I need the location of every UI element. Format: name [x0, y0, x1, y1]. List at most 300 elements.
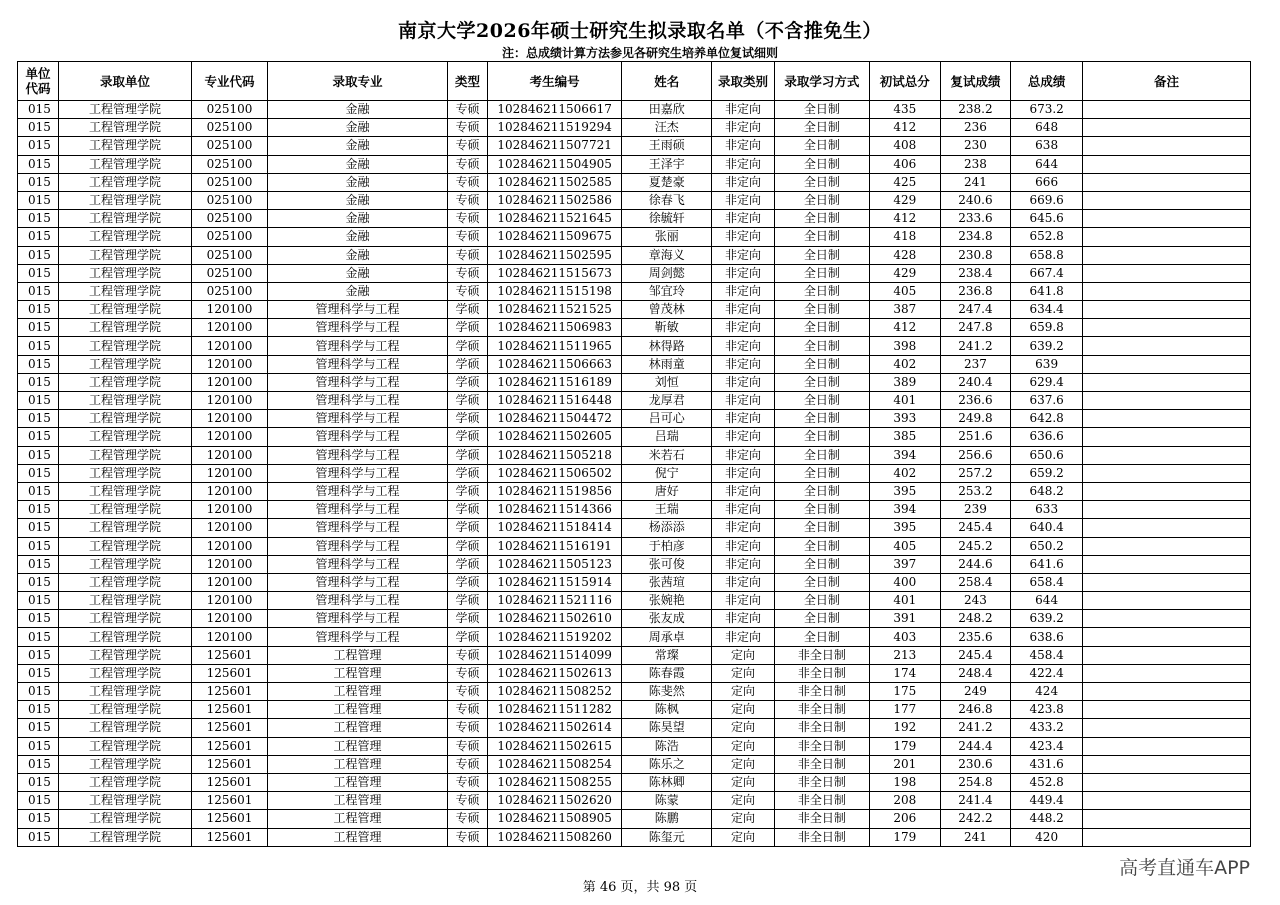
cell-category: 定向: [712, 646, 774, 664]
cell-category: 定向: [712, 773, 774, 791]
cell-type: 学硕: [448, 392, 488, 410]
cell-exam-id: 102846211511282: [488, 701, 622, 719]
cell-unit: 工程管理学院: [58, 573, 191, 591]
cell-study-mode: 非全日制: [774, 683, 869, 701]
cell-unit: 工程管理学院: [58, 719, 191, 737]
cell-category: 非定向: [712, 446, 774, 464]
cell-retest-score: 236.8: [940, 282, 1011, 300]
cell-type: 专硕: [448, 755, 488, 773]
cell-initial-score: 397: [869, 555, 940, 573]
table-row: [18, 664, 1251, 682]
cell-name: 张丽: [622, 228, 712, 246]
cell-major: 管理科学与工程: [267, 373, 447, 391]
cell-total-score: 659.8: [1011, 319, 1083, 337]
cell-exam-id: 102846211504472: [488, 410, 622, 428]
cell-category: 非定向: [712, 119, 774, 137]
cell-type: 学硕: [448, 446, 488, 464]
cell-category: 非定向: [712, 191, 774, 209]
cell-unit-code: 015: [18, 428, 59, 446]
header-exam-id: 考生编号: [488, 62, 622, 101]
cell-total-score: 652.8: [1011, 228, 1083, 246]
cell-unit-code: 015: [18, 464, 59, 482]
cell-retest-score: 230.8: [940, 246, 1011, 264]
cell-major-code: 025100: [192, 282, 268, 300]
header-remarks: 备注: [1082, 62, 1250, 101]
cell-major-code: 125601: [192, 701, 268, 719]
cell-study-mode: 全日制: [774, 537, 869, 555]
cell-remarks: [1082, 701, 1250, 719]
cell-initial-score: 401: [869, 392, 940, 410]
cell-unit-code: 015: [18, 792, 59, 810]
table-row: [18, 191, 1251, 209]
cell-major: 金融: [267, 246, 447, 264]
cell-study-mode: 全日制: [774, 482, 869, 500]
cell-total-score: 458.4: [1011, 646, 1083, 664]
cell-retest-score: 253.2: [940, 482, 1011, 500]
cell-remarks: [1082, 792, 1250, 810]
cell-unit-code: 015: [18, 246, 59, 264]
table-row: [18, 773, 1251, 791]
table-row: [18, 482, 1251, 500]
cell-exam-id: 102846211508255: [488, 773, 622, 791]
cell-total-score: 640.4: [1011, 519, 1083, 537]
cell-category: 非定向: [712, 301, 774, 319]
header-initial-score: 初试总分: [869, 62, 940, 101]
cell-major: 金融: [267, 137, 447, 155]
cell-name: 夏楚豪: [622, 173, 712, 191]
cell-retest-score: 241.4: [940, 792, 1011, 810]
cell-major-code: 120100: [192, 464, 268, 482]
cell-retest-score: 247.8: [940, 319, 1011, 337]
cell-exam-id: 102846211516191: [488, 537, 622, 555]
cell-study-mode: 全日制: [774, 119, 869, 137]
cell-retest-score: 230: [940, 137, 1011, 155]
cell-total-score: 638.6: [1011, 628, 1083, 646]
cell-study-mode: 非全日制: [774, 755, 869, 773]
cell-unit: 工程管理学院: [58, 210, 191, 228]
cell-name: 杨添添: [622, 519, 712, 537]
cell-category: 非定向: [712, 228, 774, 246]
cell-exam-id: 102846211505123: [488, 555, 622, 573]
table-row: [18, 373, 1251, 391]
cell-initial-score: 206: [869, 810, 940, 828]
cell-remarks: [1082, 173, 1250, 191]
cell-unit: 工程管理学院: [58, 828, 191, 846]
cell-major: 管理科学与工程: [267, 301, 447, 319]
cell-type: 专硕: [448, 210, 488, 228]
cell-unit: 工程管理学院: [58, 173, 191, 191]
cell-remarks: [1082, 337, 1250, 355]
cell-category: 非定向: [712, 592, 774, 610]
cell-major-code: 120100: [192, 319, 268, 337]
cell-retest-score: 240.6: [940, 191, 1011, 209]
cell-type: 学硕: [448, 319, 488, 337]
table-row: [18, 737, 1251, 755]
cell-name: 张友成: [622, 610, 712, 628]
cell-type: 专硕: [448, 282, 488, 300]
cell-type: 专硕: [448, 137, 488, 155]
cell-type: 专硕: [448, 719, 488, 737]
cell-retest-score: 240.4: [940, 373, 1011, 391]
cell-unit-code: 015: [18, 228, 59, 246]
cell-retest-score: 242.2: [940, 810, 1011, 828]
cell-name: 米若石: [622, 446, 712, 464]
cell-initial-score: 408: [869, 137, 940, 155]
cell-type: 专硕: [448, 737, 488, 755]
header-row: [18, 62, 1251, 101]
cell-unit-code: 015: [18, 373, 59, 391]
cell-study-mode: 全日制: [774, 519, 869, 537]
cell-unit: 工程管理学院: [58, 810, 191, 828]
cell-study-mode: 全日制: [774, 446, 869, 464]
cell-remarks: [1082, 410, 1250, 428]
cell-major-code: 025100: [192, 191, 268, 209]
cell-initial-score: 175: [869, 683, 940, 701]
cell-major-code: 120100: [192, 337, 268, 355]
cell-remarks: [1082, 137, 1250, 155]
cell-unit: 工程管理学院: [58, 755, 191, 773]
cell-major: 工程管理: [267, 701, 447, 719]
cell-unit-code: 015: [18, 592, 59, 610]
cell-type: 专硕: [448, 101, 488, 119]
cell-type: 学硕: [448, 301, 488, 319]
cell-total-score: 641.8: [1011, 282, 1083, 300]
cell-unit-code: 015: [18, 137, 59, 155]
cell-name: 章海义: [622, 246, 712, 264]
cell-initial-score: 389: [869, 373, 940, 391]
cell-remarks: [1082, 319, 1250, 337]
cell-total-score: 669.6: [1011, 191, 1083, 209]
cell-remarks: [1082, 119, 1250, 137]
cell-remarks: [1082, 428, 1250, 446]
cell-retest-score: 246.8: [940, 701, 1011, 719]
cell-exam-id: 102846211504905: [488, 155, 622, 173]
cell-category: 非定向: [712, 464, 774, 482]
cell-total-score: 639: [1011, 355, 1083, 373]
cell-major-code: 120100: [192, 519, 268, 537]
cell-name: 曾茂林: [622, 301, 712, 319]
cell-name: 吕可心: [622, 410, 712, 428]
header-unit: 录取单位: [58, 62, 191, 101]
cell-initial-score: 398: [869, 337, 940, 355]
cell-exam-id: 102846211502613: [488, 664, 622, 682]
cell-study-mode: 非全日制: [774, 719, 869, 737]
cell-initial-score: 174: [869, 664, 940, 682]
cell-retest-score: 239: [940, 501, 1011, 519]
cell-type: 专硕: [448, 810, 488, 828]
table-row: [18, 646, 1251, 664]
cell-name: 于柏彦: [622, 537, 712, 555]
cell-major: 管理科学与工程: [267, 555, 447, 573]
cell-type: 专硕: [448, 191, 488, 209]
cell-major: 金融: [267, 191, 447, 209]
table-row: [18, 319, 1251, 337]
cell-exam-id: 102846211519294: [488, 119, 622, 137]
cell-name: 林得路: [622, 337, 712, 355]
cell-type: 学硕: [448, 573, 488, 591]
cell-exam-id: 102846211516189: [488, 373, 622, 391]
cell-initial-score: 395: [869, 482, 940, 500]
cell-major: 管理科学与工程: [267, 428, 447, 446]
cell-category: 定向: [712, 828, 774, 846]
cell-remarks: [1082, 683, 1250, 701]
table-row: [18, 701, 1251, 719]
cell-remarks: [1082, 228, 1250, 246]
cell-name: 倪宁: [622, 464, 712, 482]
cell-unit: 工程管理学院: [58, 137, 191, 155]
cell-major-code: 120100: [192, 355, 268, 373]
cell-study-mode: 全日制: [774, 101, 869, 119]
cell-category: 非定向: [712, 428, 774, 446]
cell-total-score: 420: [1011, 828, 1083, 846]
cell-retest-score: 245.2: [940, 537, 1011, 555]
cell-total-score: 650.2: [1011, 537, 1083, 555]
cell-unit-code: 015: [18, 755, 59, 773]
cell-total-score: 642.8: [1011, 410, 1083, 428]
table-row: [18, 828, 1251, 846]
cell-total-score: 452.8: [1011, 773, 1083, 791]
cell-initial-score: 412: [869, 210, 940, 228]
table-row: [18, 810, 1251, 828]
cell-major: 工程管理: [267, 755, 447, 773]
cell-name: 周承卓: [622, 628, 712, 646]
cell-unit-code: 015: [18, 155, 59, 173]
cell-name: 邹宜玲: [622, 282, 712, 300]
cell-remarks: [1082, 828, 1250, 846]
cell-initial-score: 428: [869, 246, 940, 264]
cell-study-mode: 全日制: [774, 428, 869, 446]
cell-unit-code: 015: [18, 173, 59, 191]
cell-initial-score: 395: [869, 519, 940, 537]
table-row: [18, 519, 1251, 537]
cell-type: 专硕: [448, 773, 488, 791]
cell-major-code: 125601: [192, 755, 268, 773]
cell-study-mode: 全日制: [774, 173, 869, 191]
cell-category: 非定向: [712, 519, 774, 537]
cell-major-code: 025100: [192, 228, 268, 246]
cell-remarks: [1082, 210, 1250, 228]
cell-exam-id: 102846211507721: [488, 137, 622, 155]
cell-study-mode: 全日制: [774, 282, 869, 300]
header-major-code: 专业代码: [192, 62, 268, 101]
cell-total-score: 639.2: [1011, 337, 1083, 355]
cell-unit-code: 015: [18, 828, 59, 846]
cell-name: 张可俊: [622, 555, 712, 573]
cell-study-mode: 全日制: [774, 355, 869, 373]
cell-initial-score: 198: [869, 773, 940, 791]
cell-major-code: 120100: [192, 555, 268, 573]
cell-name: 陈浩: [622, 737, 712, 755]
cell-retest-score: 241.2: [940, 719, 1011, 737]
cell-unit: 工程管理学院: [58, 191, 191, 209]
cell-major-code: 025100: [192, 210, 268, 228]
table-row: [18, 501, 1251, 519]
cell-study-mode: 非全日制: [774, 773, 869, 791]
cell-initial-score: 425: [869, 173, 940, 191]
cell-unit: 工程管理学院: [58, 628, 191, 646]
cell-category: 非定向: [712, 246, 774, 264]
cell-study-mode: 全日制: [774, 392, 869, 410]
cell-major: 管理科学与工程: [267, 337, 447, 355]
cell-major: 管理科学与工程: [267, 501, 447, 519]
cell-category: 定向: [712, 755, 774, 773]
cell-exam-id: 102846211508905: [488, 810, 622, 828]
cell-remarks: [1082, 610, 1250, 628]
cell-exam-id: 102846211515198: [488, 282, 622, 300]
cell-remarks: [1082, 392, 1250, 410]
cell-exam-id: 102846211505218: [488, 446, 622, 464]
cell-total-score: 636.6: [1011, 428, 1083, 446]
cell-retest-score: 249: [940, 683, 1011, 701]
cell-unit: 工程管理学院: [58, 319, 191, 337]
cell-unit-code: 015: [18, 355, 59, 373]
cell-major: 金融: [267, 173, 447, 191]
cell-initial-score: 429: [869, 264, 940, 282]
cell-retest-score: 236.6: [940, 392, 1011, 410]
cell-total-score: 648: [1011, 119, 1083, 137]
cell-type: 专硕: [448, 173, 488, 191]
cell-study-mode: 全日制: [774, 373, 869, 391]
cell-study-mode: 全日制: [774, 555, 869, 573]
cell-unit: 工程管理学院: [58, 446, 191, 464]
cell-unit-code: 015: [18, 537, 59, 555]
cell-total-score: 641.6: [1011, 555, 1083, 573]
page-footer: 第 46 页，共 98 页: [582, 880, 698, 895]
watermark: 高考直通车APP: [1119, 857, 1250, 879]
cell-exam-id: 102846211506663: [488, 355, 622, 373]
cell-total-score: 423.4: [1011, 737, 1083, 755]
cell-unit-code: 015: [18, 683, 59, 701]
cell-remarks: [1082, 664, 1250, 682]
cell-major-code: 120100: [192, 628, 268, 646]
cell-retest-score: 230.6: [940, 755, 1011, 773]
cell-major: 管理科学与工程: [267, 592, 447, 610]
cell-major-code: 025100: [192, 246, 268, 264]
cell-major-code: 125601: [192, 683, 268, 701]
cell-retest-score: 249.8: [940, 410, 1011, 428]
cell-retest-score: 245.4: [940, 519, 1011, 537]
cell-major: 管理科学与工程: [267, 482, 447, 500]
cell-name: 靳敏: [622, 319, 712, 337]
cell-type: 学硕: [448, 355, 488, 373]
cell-name: 吕瑞: [622, 428, 712, 446]
cell-name: 王泽宇: [622, 155, 712, 173]
cell-category: 非定向: [712, 173, 774, 191]
cell-category: 非定向: [712, 355, 774, 373]
cell-exam-id: 102846211521116: [488, 592, 622, 610]
cell-major: 工程管理: [267, 719, 447, 737]
cell-major: 工程管理: [267, 646, 447, 664]
cell-unit-code: 015: [18, 810, 59, 828]
cell-unit-code: 015: [18, 119, 59, 137]
cell-unit-code: 015: [18, 610, 59, 628]
cell-study-mode: 全日制: [774, 264, 869, 282]
cell-type: 专硕: [448, 792, 488, 810]
cell-initial-score: 393: [869, 410, 940, 428]
table-row: [18, 719, 1251, 737]
cell-remarks: [1082, 264, 1250, 282]
cell-unit-code: 015: [18, 573, 59, 591]
cell-initial-score: 385: [869, 428, 940, 446]
cell-type: 专硕: [448, 119, 488, 137]
table-row: [18, 628, 1251, 646]
cell-study-mode: 全日制: [774, 246, 869, 264]
cell-name: 常璨: [622, 646, 712, 664]
cell-total-score: 448.2: [1011, 810, 1083, 828]
cell-study-mode: 非全日制: [774, 792, 869, 810]
cell-name: 王雨硕: [622, 137, 712, 155]
cell-unit: 工程管理学院: [58, 428, 191, 446]
cell-remarks: [1082, 592, 1250, 610]
table-row: [18, 792, 1251, 810]
cell-major-code: 025100: [192, 173, 268, 191]
cell-type: 学硕: [448, 537, 488, 555]
cell-remarks: [1082, 501, 1250, 519]
cell-name: 汪杰: [622, 119, 712, 137]
cell-remarks: [1082, 355, 1250, 373]
cell-exam-id: 102846211502586: [488, 191, 622, 209]
cell-initial-score: 391: [869, 610, 940, 628]
cell-major: 工程管理: [267, 773, 447, 791]
header-retest-score: 复试成绩: [940, 62, 1011, 101]
table-row: [18, 592, 1251, 610]
cell-total-score: 431.6: [1011, 755, 1083, 773]
cell-remarks: [1082, 155, 1250, 173]
admission-table: [17, 61, 1251, 847]
cell-major-code: 120100: [192, 592, 268, 610]
cell-remarks: [1082, 446, 1250, 464]
cell-unit: 工程管理学院: [58, 228, 191, 246]
cell-name: 张婉艳: [622, 592, 712, 610]
cell-major: 管理科学与工程: [267, 355, 447, 373]
cell-type: 专硕: [448, 828, 488, 846]
table-body: [18, 101, 1251, 847]
cell-unit-code: 015: [18, 446, 59, 464]
table-row: [18, 228, 1251, 246]
cell-type: 专硕: [448, 155, 488, 173]
cell-retest-score: 258.4: [940, 573, 1011, 591]
cell-major-code: 120100: [192, 501, 268, 519]
cell-type: 专硕: [448, 683, 488, 701]
cell-category: 非定向: [712, 392, 774, 410]
cell-unit-code: 015: [18, 392, 59, 410]
cell-retest-score: 245.4: [940, 646, 1011, 664]
table-row: [18, 755, 1251, 773]
cell-unit-code: 015: [18, 519, 59, 537]
cell-category: 非定向: [712, 282, 774, 300]
cell-remarks: [1082, 773, 1250, 791]
cell-major: 工程管理: [267, 664, 447, 682]
cell-exam-id: 102846211506502: [488, 464, 622, 482]
cell-remarks: [1082, 810, 1250, 828]
cell-study-mode: 非全日制: [774, 646, 869, 664]
cell-major: 金融: [267, 155, 447, 173]
cell-unit-code: 015: [18, 337, 59, 355]
cell-initial-score: 179: [869, 737, 940, 755]
cell-name: 陈枫: [622, 701, 712, 719]
cell-remarks: [1082, 755, 1250, 773]
cell-total-score: 433.2: [1011, 719, 1083, 737]
cell-unit: 工程管理学院: [58, 410, 191, 428]
cell-name: 陈林卿: [622, 773, 712, 791]
cell-name: 徐毓轩: [622, 210, 712, 228]
cell-unit-code: 015: [18, 664, 59, 682]
cell-major-code: 125601: [192, 810, 268, 828]
cell-exam-id: 102846211502615: [488, 737, 622, 755]
cell-exam-id: 102846211502610: [488, 610, 622, 628]
cell-study-mode: 全日制: [774, 210, 869, 228]
cell-unit: 工程管理学院: [58, 592, 191, 610]
